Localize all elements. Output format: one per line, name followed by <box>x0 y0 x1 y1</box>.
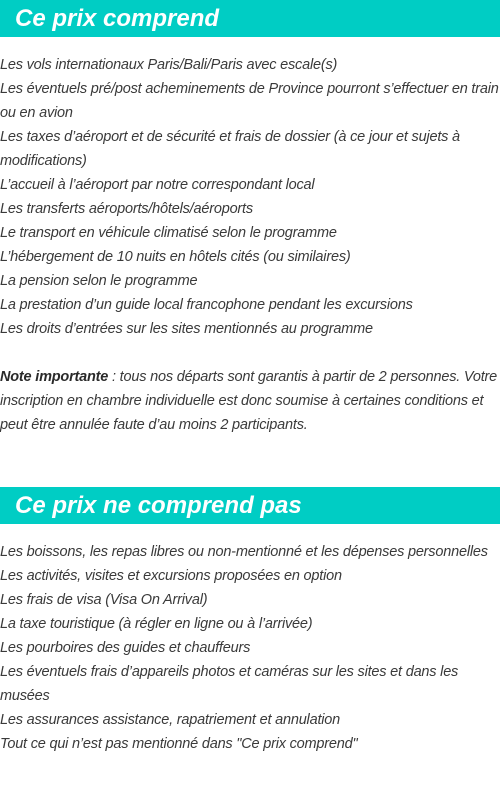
includes-title: Ce prix comprend <box>0 0 500 37</box>
includes-item: La prestation d’un guide local francophone pendant les excursions <box>0 297 413 313</box>
excludes-item: La taxe touristique (à régler en ligne ou à l’arrivée) <box>0 616 313 632</box>
important-note <box>0 365 500 437</box>
includes-item: Le transport en véhicule climatisé selon le programme <box>0 225 337 241</box>
excludes-item: Les éventuels frais d’appareils photos et caméras sur les sites et dans les musées <box>0 664 459 704</box>
includes-item: La pension selon le programme <box>0 273 198 289</box>
includes-item: L’hébergement de 10 nuits en hôtels cités (ou similaires) <box>0 249 351 265</box>
excludes-item: Les pourboires des guides et chauffeurs <box>0 640 251 656</box>
note-text: : tous nos départs sont garantis à partir de 2 personnes. Votre inscription en chambre individuelle est donc soumise à certaines conditions et peut être annulée faute d’au moins 2 participants. <box>0 369 498 433</box>
excludes-title: Ce prix ne comprend pas <box>0 487 500 524</box>
note-label: Note importante <box>0 369 109 385</box>
includes-item: Les droits d’entrées sur les sites mentionnés au programme <box>0 321 373 337</box>
includes-list <box>0 53 500 341</box>
excludes-item: Les frais de visa (Visa On Arrival) <box>0 592 208 608</box>
excludes-item: Les boissons, les repas libres ou non-mentionné et les dépenses personnelles <box>0 544 488 560</box>
excludes-item: Tout ce qui n’est pas mentionné dans "Ce prix comprend" <box>0 736 358 752</box>
excludes-item: Les assurances assistance, rapatriement et annulation <box>0 712 341 728</box>
includes-item: Les éventuels pré/post acheminements de Province pourront s’effectuer en train ou en avion <box>0 81 499 121</box>
excludes-list <box>0 540 500 756</box>
excludes-item: Les activités, visites et excursions proposées en option <box>0 568 342 584</box>
includes-item: Les transferts aéroports/hôtels/aéroports <box>0 201 253 217</box>
includes-item: Les taxes d’aéroport et de sécurité et frais de dossier (à ce jour et sujets à modifications) <box>0 129 460 169</box>
includes-item: Les vols internationaux Paris/Bali/Paris avec escale(s) <box>0 57 338 73</box>
includes-item: L’accueil à l’aéroport par notre correspondant local <box>0 177 315 193</box>
